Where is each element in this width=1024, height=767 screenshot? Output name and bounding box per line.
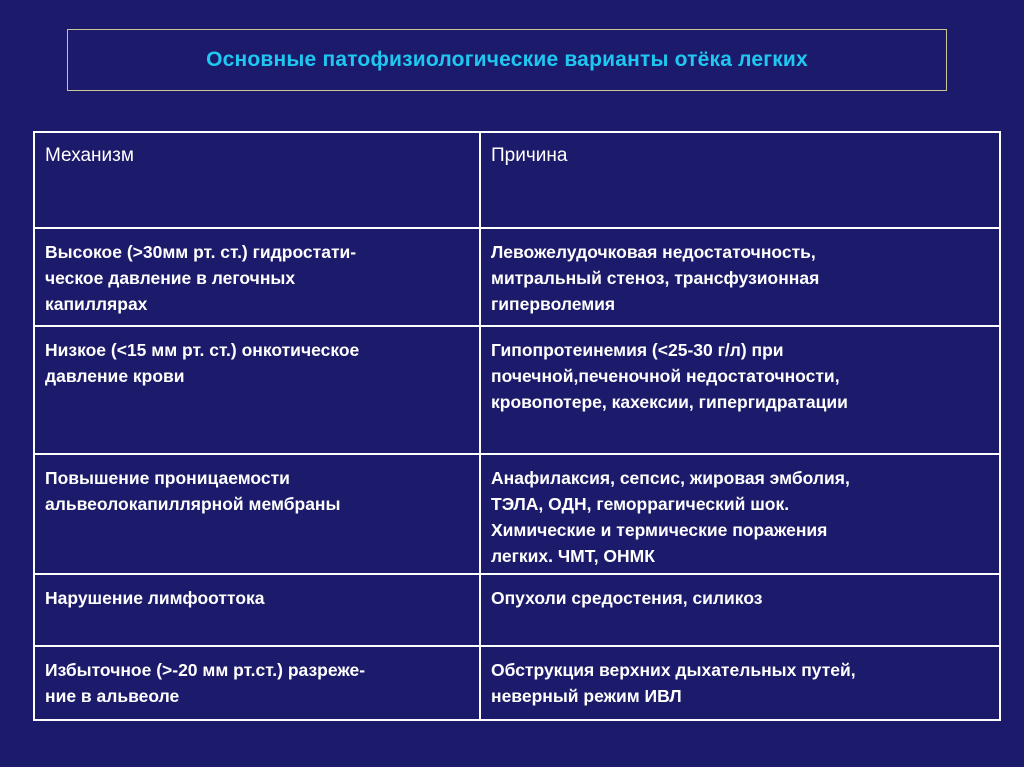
header-mechanism: Механизм — [34, 132, 480, 228]
cause-cell: Гипопротеинемия (<25-30 г/л) при почечной,печеночной недостаточности, кровопотере, кахексии, гипергидратации — [480, 326, 1000, 454]
cause-cell: Левожелудочковая недостаточность, митральный стеноз, трансфузионная гиперволемия — [480, 228, 1000, 326]
mechanism-cell: Избыточное (>-20 мм рт.ст.) разреже- ние в альвеоле — [34, 646, 480, 720]
mechanism-cell: Низкое (<15 мм рт. ст.) онкотическое давление крови — [34, 326, 480, 454]
table-row — [34, 574, 1000, 646]
slide-title: Основные патофизиологические варианты отёка легких — [206, 48, 808, 71]
mechanism-cell: Высокое (>30мм рт. ст.) гидростати- ческое давление в легочных капиллярах — [34, 228, 480, 326]
table-row — [34, 228, 1000, 326]
slide-title-box — [67, 29, 947, 91]
mechanism-cell: Повышение проницаемости альвеолокапиллярной мембраны — [34, 454, 480, 574]
header-cause: Причина — [480, 132, 1000, 228]
table-header-row — [34, 132, 1000, 228]
table-row — [34, 326, 1000, 454]
mechanism-cause-table — [33, 131, 1001, 721]
cause-cell: Опухоли средостения, силикоз — [480, 574, 1000, 646]
mechanism-cell: Нарушение лимфооттока — [34, 574, 480, 646]
cause-cell: Обструкция верхних дыхательных путей, неверный режим ИВЛ — [480, 646, 1000, 720]
table-row — [34, 454, 1000, 574]
cause-cell: Анафилаксия, сепсис, жировая эмболия, ТЭЛА, ОДН, геморрагический шок. Химические и термические поражения легких. ЧМТ, ОНМК — [480, 454, 1000, 574]
table-row — [34, 646, 1000, 720]
